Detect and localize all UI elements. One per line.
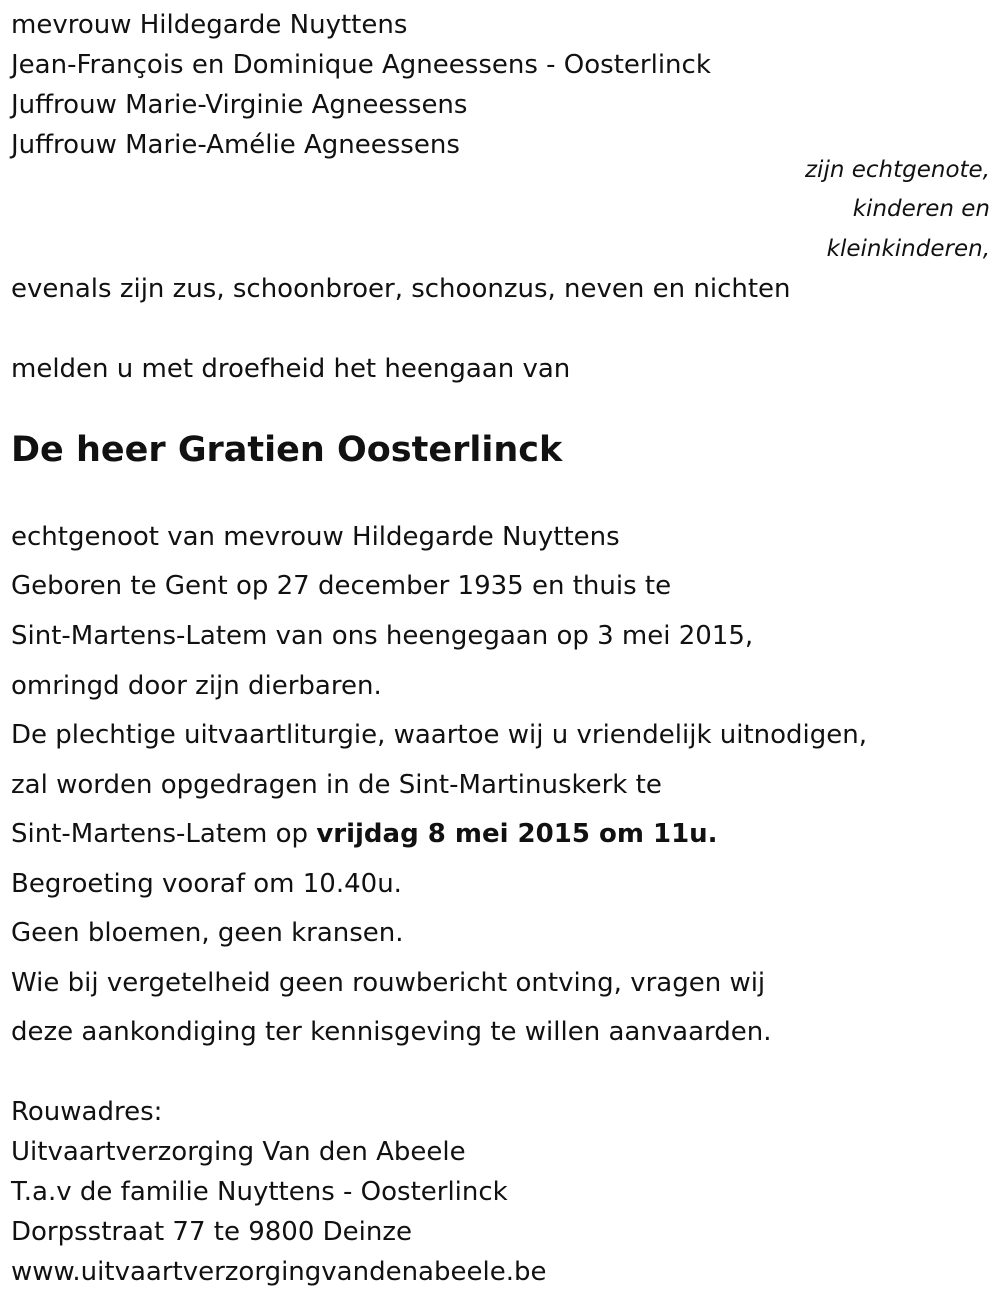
relation-line: zijn echtgenote, bbox=[804, 157, 990, 183]
detail-line: Geen bloemen, geen kransen. bbox=[11, 918, 404, 948]
funeral-date-prefix: Sint-Martens-Latem op bbox=[11, 819, 317, 849]
detail-line: De plechtige uitvaartliturgie, waartoe wij u vriendelijk uitnodigen, bbox=[11, 720, 868, 750]
extended-family-line: evenals zijn zus, schoonbroer, schoonzus, neven en nichten bbox=[11, 274, 791, 304]
funeral-date-line bbox=[11, 819, 718, 849]
announcement-line: melden u met droefheid het heengaan van bbox=[11, 354, 571, 384]
detail-line: Wie bij vergetelheid geen rouwbericht ontving, vragen wij bbox=[11, 968, 766, 998]
funeral-date-bold: vrijdag 8 mei 2015 om 11u. bbox=[316, 819, 718, 849]
detail-line: deze aankondiging ter kennisgeving te willen aanvaarden. bbox=[11, 1017, 772, 1047]
address-attention: T.a.v de familie Nuyttens - Oosterlinck bbox=[11, 1177, 508, 1207]
detail-line: Sint-Martens-Latem van ons heengegaan op 3 mei 2015, bbox=[11, 621, 754, 651]
family-line: Juffrouw Marie-Virginie Agneessens bbox=[11, 90, 468, 120]
deceased-name-heading: De heer Gratien Oosterlinck bbox=[11, 430, 563, 470]
detail-line: echtgenoot van mevrouw Hildegarde Nuyttens bbox=[11, 522, 620, 552]
address-website-line bbox=[11, 1257, 546, 1287]
detail-line: Begroeting vooraf om 10.40u. bbox=[11, 869, 402, 899]
address-company: Uitvaartverzorging Van den Abeele bbox=[11, 1137, 466, 1167]
detail-line: omringd door zijn dierbaren. bbox=[11, 671, 382, 701]
address-label: Rouwadres: bbox=[11, 1097, 163, 1127]
family-line: Jean-François en Dominique Agneessens - Oosterlinck bbox=[11, 50, 711, 80]
relation-line: kinderen en bbox=[852, 196, 990, 222]
address-street: Dorpsstraat 77 te 9800 Deinze bbox=[11, 1217, 413, 1247]
detail-line: Geboren te Gent op 27 december 1935 en thuis te bbox=[11, 571, 672, 601]
family-line: mevrouw Hildegarde Nuyttens bbox=[11, 10, 408, 40]
detail-line: zal worden opgedragen in de Sint-Martinuskerk te bbox=[11, 770, 662, 800]
family-line: Juffrouw Marie-Amélie Agneessens bbox=[11, 130, 460, 160]
website-link[interactable]: www.uitvaartverzorgingvandenabeele.be bbox=[11, 1257, 547, 1287]
relation-line: kleinkinderen, bbox=[826, 236, 990, 262]
